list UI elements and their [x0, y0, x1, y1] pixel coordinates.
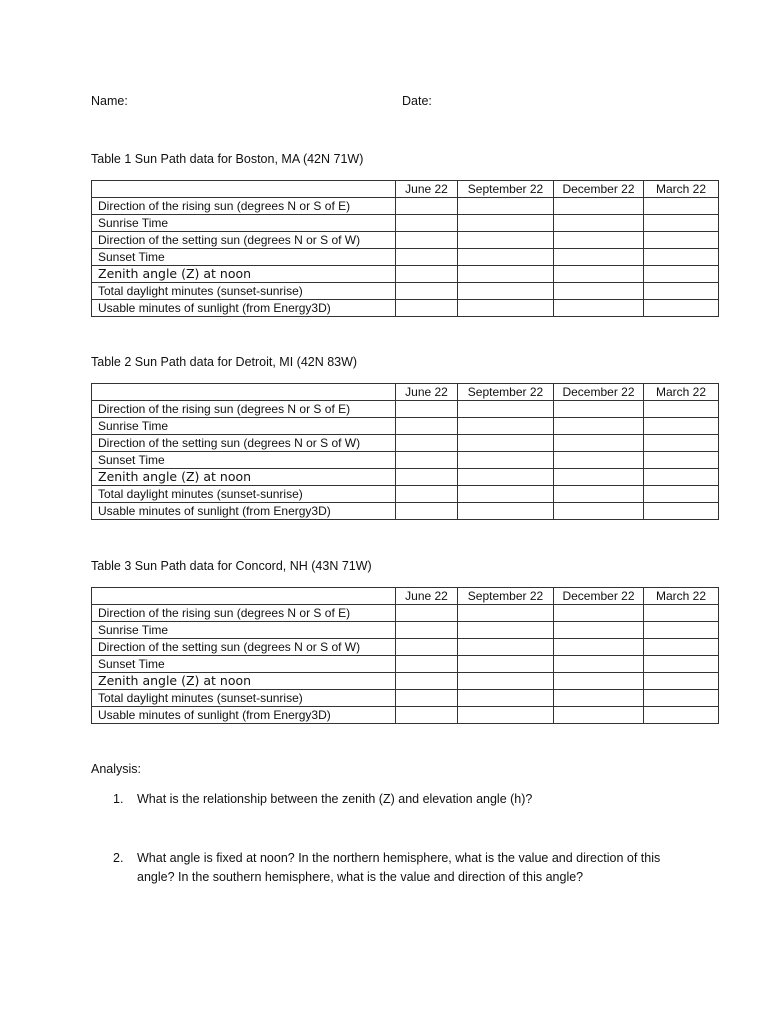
- row-label: Sunset Time: [92, 452, 396, 469]
- entry-cell[interactable]: [458, 486, 554, 503]
- table-row: [92, 639, 719, 656]
- table-3: [91, 587, 719, 724]
- column-header: March 22: [644, 384, 719, 401]
- entry-cell[interactable]: [644, 486, 719, 503]
- table-2-title: Table 2 Sun Path data for Detroit, MI (42N 83W): [91, 355, 358, 369]
- entry-cell[interactable]: [554, 249, 644, 266]
- entry-cell[interactable]: [458, 690, 554, 707]
- table-header-row: [92, 588, 719, 605]
- column-header: March 22: [644, 588, 719, 605]
- corner-cell: [92, 181, 396, 198]
- entry-cell[interactable]: [458, 452, 554, 469]
- table-row: [92, 266, 719, 283]
- entry-cell[interactable]: [458, 249, 554, 266]
- row-label: Total daylight minutes (sunset-sunrise): [92, 283, 396, 300]
- entry-cell[interactable]: [458, 656, 554, 673]
- entry-cell[interactable]: [458, 215, 554, 232]
- table-row: [92, 469, 719, 486]
- table-row: [92, 283, 719, 300]
- row-label: Usable minutes of sunlight (from Energy3D): [92, 300, 396, 317]
- entry-cell[interactable]: [554, 435, 644, 452]
- table-row: [92, 503, 719, 520]
- entry-cell[interactable]: [554, 300, 644, 317]
- entry-cell[interactable]: [644, 503, 719, 520]
- entry-cell[interactable]: [554, 605, 644, 622]
- question-text: What angle is fixed at noon? In the northern hemisphere, what is the value and direction of this: [137, 851, 661, 865]
- table-row: [92, 673, 719, 690]
- entry-cell[interactable]: [644, 690, 719, 707]
- entry-cell[interactable]: [396, 622, 458, 639]
- entry-cell[interactable]: [458, 418, 554, 435]
- row-label: Direction of the rising sun (degrees N or S of E): [92, 605, 396, 622]
- row-label: Zenith angle (Z) at noon: [92, 266, 396, 283]
- table-row: [92, 300, 719, 317]
- table-3-title: Table 3 Sun Path data for Concord, NH (43N 71W): [91, 559, 372, 573]
- column-header: March 22: [644, 181, 719, 198]
- entry-cell[interactable]: [644, 707, 719, 724]
- entry-cell[interactable]: [396, 283, 458, 300]
- entry-cell[interactable]: [554, 673, 644, 690]
- entry-cell[interactable]: [554, 639, 644, 656]
- column-header: September 22: [458, 588, 554, 605]
- entry-cell[interactable]: [644, 300, 719, 317]
- row-label: Total daylight minutes (sunset-sunrise): [92, 690, 396, 707]
- entry-cell[interactable]: [458, 232, 554, 249]
- entry-cell[interactable]: [396, 707, 458, 724]
- column-header: September 22: [458, 384, 554, 401]
- entry-cell[interactable]: [644, 198, 719, 215]
- row-label: Direction of the setting sun (degrees N or S of W): [92, 232, 396, 249]
- entry-cell[interactable]: [644, 283, 719, 300]
- name-label: Name:: [91, 94, 128, 108]
- table-row: [92, 486, 719, 503]
- question-number: 1.: [113, 792, 124, 806]
- row-label: Direction of the rising sun (degrees N or S of E): [92, 401, 396, 418]
- row-label: Total daylight minutes (sunset-sunrise): [92, 486, 396, 503]
- table-row: [92, 232, 719, 249]
- entry-cell[interactable]: [396, 673, 458, 690]
- entry-cell[interactable]: [458, 673, 554, 690]
- entry-cell[interactable]: [554, 266, 644, 283]
- entry-cell[interactable]: [554, 469, 644, 486]
- entry-cell[interactable]: [396, 418, 458, 435]
- table-1: [91, 180, 719, 317]
- table-2: [91, 383, 719, 520]
- row-label: Usable minutes of sunlight (from Energy3D): [92, 707, 396, 724]
- row-label: Direction of the setting sun (degrees N or S of W): [92, 435, 396, 452]
- table-header-row: [92, 181, 719, 198]
- corner-cell: [92, 588, 396, 605]
- entry-cell[interactable]: [554, 486, 644, 503]
- entry-cell[interactable]: [396, 300, 458, 317]
- row-label: Sunset Time: [92, 249, 396, 266]
- table-row: [92, 401, 719, 418]
- row-label: Sunrise Time: [92, 418, 396, 435]
- column-header: September 22: [458, 181, 554, 198]
- question-number: 2.: [113, 851, 124, 865]
- entry-cell[interactable]: [396, 690, 458, 707]
- entry-cell[interactable]: [554, 503, 644, 520]
- entry-cell[interactable]: [644, 452, 719, 469]
- entry-cell[interactable]: [458, 435, 554, 452]
- entry-cell[interactable]: [396, 232, 458, 249]
- entry-cell[interactable]: [554, 401, 644, 418]
- entry-cell[interactable]: [644, 639, 719, 656]
- column-header: December 22: [554, 181, 644, 198]
- table-row: [92, 215, 719, 232]
- entry-cell[interactable]: [554, 656, 644, 673]
- entry-cell[interactable]: [458, 300, 554, 317]
- entry-cell[interactable]: [644, 673, 719, 690]
- entry-cell[interactable]: [644, 418, 719, 435]
- entry-cell[interactable]: [396, 215, 458, 232]
- entry-cell[interactable]: [396, 435, 458, 452]
- entry-cell[interactable]: [396, 266, 458, 283]
- corner-cell: [92, 384, 396, 401]
- entry-cell[interactable]: [458, 639, 554, 656]
- entry-cell[interactable]: [458, 266, 554, 283]
- entry-cell[interactable]: [554, 690, 644, 707]
- table-row: [92, 656, 719, 673]
- question-text-continued: angle? In the southern hemisphere, what is the value and direction of this angle?: [137, 870, 584, 884]
- entry-cell[interactable]: [554, 452, 644, 469]
- column-header: December 22: [554, 384, 644, 401]
- column-header: June 22: [396, 384, 458, 401]
- entry-cell[interactable]: [644, 249, 719, 266]
- table-row: [92, 198, 719, 215]
- row-label: Direction of the setting sun (degrees N or S of W): [92, 639, 396, 656]
- entry-cell[interactable]: [458, 469, 554, 486]
- entry-cell[interactable]: [644, 401, 719, 418]
- entry-cell[interactable]: [396, 656, 458, 673]
- table-row: [92, 418, 719, 435]
- date-label: Date:: [402, 94, 432, 108]
- row-label: Sunrise Time: [92, 622, 396, 639]
- row-label: Direction of the rising sun (degrees N or S of E): [92, 198, 396, 215]
- entry-cell[interactable]: [554, 198, 644, 215]
- table-row: [92, 435, 719, 452]
- table-row: [92, 690, 719, 707]
- table-row: [92, 605, 719, 622]
- entry-cell[interactable]: [396, 452, 458, 469]
- entry-cell[interactable]: [396, 198, 458, 215]
- entry-cell[interactable]: [554, 622, 644, 639]
- table-1-title: Table 1 Sun Path data for Boston, MA (42N 71W): [91, 152, 364, 166]
- table-row: [92, 452, 719, 469]
- entry-cell[interactable]: [644, 266, 719, 283]
- row-label: Zenith angle (Z) at noon: [92, 469, 396, 486]
- entry-cell[interactable]: [458, 622, 554, 639]
- row-label: Usable minutes of sunlight (from Energy3D): [92, 503, 396, 520]
- question-text: What is the relationship between the zenith (Z) and elevation angle (h)?: [137, 792, 533, 806]
- row-label: Zenith angle (Z) at noon: [92, 673, 396, 690]
- entry-cell[interactable]: [396, 249, 458, 266]
- row-label: Sunrise Time: [92, 215, 396, 232]
- entry-cell[interactable]: [554, 232, 644, 249]
- table-row: [92, 707, 719, 724]
- entry-cell[interactable]: [458, 707, 554, 724]
- entry-cell[interactable]: [644, 605, 719, 622]
- table-row: [92, 249, 719, 266]
- entry-cell[interactable]: [396, 605, 458, 622]
- entry-cell[interactable]: [396, 639, 458, 656]
- table-header-row: [92, 384, 719, 401]
- entry-cell[interactable]: [644, 435, 719, 452]
- entry-cell[interactable]: [554, 283, 644, 300]
- entry-cell[interactable]: [644, 469, 719, 486]
- entry-cell[interactable]: [644, 622, 719, 639]
- entry-cell[interactable]: [458, 198, 554, 215]
- table-row: [92, 622, 719, 639]
- entry-cell[interactable]: [396, 469, 458, 486]
- entry-cell[interactable]: [458, 503, 554, 520]
- column-header: June 22: [396, 588, 458, 605]
- entry-cell[interactable]: [396, 503, 458, 520]
- entry-cell[interactable]: [554, 215, 644, 232]
- entry-cell[interactable]: [396, 486, 458, 503]
- entry-cell[interactable]: [458, 283, 554, 300]
- column-header: June 22: [396, 181, 458, 198]
- entry-cell[interactable]: [554, 707, 644, 724]
- analysis-title: Analysis:: [91, 762, 142, 776]
- entry-cell[interactable]: [554, 418, 644, 435]
- entry-cell[interactable]: [458, 605, 554, 622]
- column-header: December 22: [554, 588, 644, 605]
- entry-cell[interactable]: [644, 232, 719, 249]
- entry-cell[interactable]: [458, 401, 554, 418]
- row-label: Sunset Time: [92, 656, 396, 673]
- entry-cell[interactable]: [644, 656, 719, 673]
- entry-cell[interactable]: [644, 215, 719, 232]
- entry-cell[interactable]: [396, 401, 458, 418]
